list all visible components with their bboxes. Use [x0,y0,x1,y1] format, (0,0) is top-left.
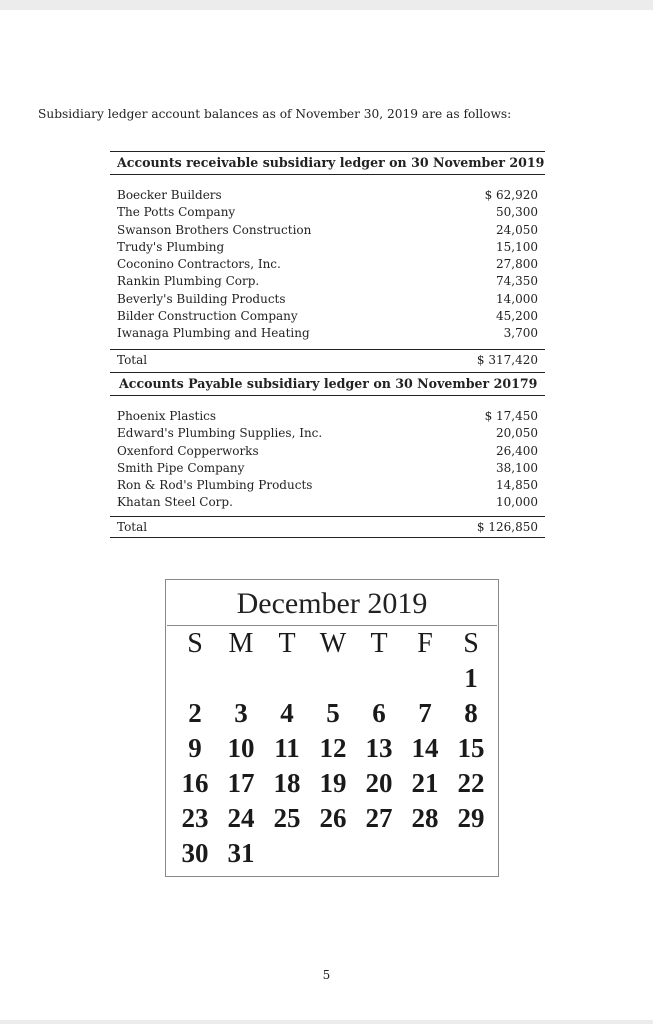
calendar-day: 1 [464,663,478,693]
payable-account-amount: 20,050 [496,426,538,441]
payable-row [110,460,545,477]
payable-total-label: Total [117,519,148,534]
payable-row [110,494,545,511]
payable-total-row [110,517,545,537]
payable-account-amount: 26,400 [496,443,538,458]
calendar-weekday: S [187,628,203,659]
calendar-day: 5 [326,698,340,728]
calendar-empty-cell [356,661,402,696]
receivable-account-name: Swanson Brothers Construction [117,222,312,237]
payable-account-amount: 10,000 [496,495,538,510]
receivable-row [110,239,545,256]
payable-account-name: Smith Pipe Company [117,460,245,475]
receivable-account-name: Trudy's Plumbing [117,239,225,254]
payable-account-name: Ron & Rod's Plumbing Products [117,478,313,493]
receivable-account-amount: 74,350 [496,274,538,289]
calendar-empty-cell [402,661,448,696]
payable-account-amount: $ 17,450 [484,409,538,423]
receivable-rows [110,175,545,343]
receivable-account-amount: $ 62,920 [484,188,538,202]
receivable-row [110,222,545,239]
receivable-account-amount: 14,000 [496,291,538,306]
receivable-total-amount: $ 317,420 [476,352,538,367]
calendar-day: 14 [411,733,439,763]
document-page [0,10,653,1020]
receivable-account-amount: 50,300 [496,205,538,220]
receivable-row [110,273,545,290]
calendar-day: 18 [273,768,301,798]
calendar-day: 25 [273,803,301,833]
calendar-weekday: T [370,628,388,659]
calendar-day: 24 [227,803,255,833]
payable-bottom-rule [110,537,545,538]
receivable-account-amount: 45,200 [496,309,538,324]
calendar-day: 20 [365,768,393,798]
payable-row [110,477,545,494]
calendar-day: 30 [181,838,209,868]
payable-account-name: Phoenix Plastics [117,409,217,423]
calendar-day: 17 [227,768,255,798]
receivable-row [110,187,545,204]
calendar-day: 31 [227,838,255,868]
receivable-account-name: The Potts Company [117,205,236,220]
receivable-total-row [110,350,545,370]
receivable-total-label: Total [117,352,148,367]
calendar-weekday: M [228,628,254,659]
calendar-day: 9 [188,733,202,763]
calendar-day: 29 [457,803,485,833]
receivable-account-name: Iwanaga Plumbing and Heating [117,326,310,341]
calendar-day: 11 [274,733,300,763]
receivable-account-amount: 3,700 [503,326,538,341]
payable-account-name: Oxenford Copperworks [117,443,259,458]
payable-ledger [110,372,545,538]
receivable-account-name: Rankin Plumbing Corp. [117,274,260,289]
calendar-weekday: F [417,628,433,659]
receivable-account-name: Coconino Contractors, Inc. [117,257,281,272]
page-number: 5 [322,968,331,982]
calendar-day: 21 [411,768,439,798]
calendar-empty-cell [310,661,356,696]
calendar-day: 4 [280,698,294,728]
calendar-day: 15 [457,733,485,763]
receivable-account-amount: 27,800 [496,257,538,272]
payable-row [110,443,545,460]
payable-account-amount: 14,850 [496,478,538,493]
receivable-account-name: Beverly's Building Products [117,291,286,306]
receivable-account-name: Bilder Construction Company [117,309,298,324]
receivable-row [110,204,545,221]
payable-total-amount: $ 126,850 [476,519,538,534]
calendar-day: 12 [319,733,347,763]
calendar-day: 7 [418,698,432,728]
receivable-row [110,308,545,325]
intro-text: Subsidiary ledger account balances as of November 30, 2019 are as follows: [38,107,512,121]
receivable-row [110,256,545,273]
calendar-day: 27 [365,803,393,833]
calendar-grid [172,626,494,871]
calendar-empty-cell [218,661,264,696]
calendar-weekday: S [463,628,479,659]
calendar-day: 19 [319,768,347,798]
calendar-day: 16 [181,768,209,798]
calendar [165,579,499,877]
calendar-weekday: T [278,628,296,659]
calendar-day: 22 [457,768,485,798]
calendar-day: 6 [372,698,386,728]
payable-account-amount: 38,100 [496,460,538,475]
calendar-day: 3 [234,698,248,728]
receivable-row [110,291,545,308]
receivable-account-amount: 15,100 [496,239,538,254]
calendar-day: 23 [181,803,209,833]
payable-account-name: Edward's Plumbing Supplies, Inc. [117,426,323,441]
payable-account-name: Khatan Steel Corp. [117,495,233,510]
calendar-weekday: W [319,628,347,659]
calendar-day: 28 [411,803,439,833]
receivable-account-name: Boecker Builders [117,188,222,202]
payable-title: Accounts Payable subsidiary ledger on 30 November 20179 [119,376,538,391]
receivable-row [110,325,545,342]
calendar-title: December 2019 [236,587,428,620]
payable-rows [110,396,545,512]
calendar-day: 10 [227,733,255,763]
calendar-day: 2 [188,698,202,728]
calendar-day: 13 [365,733,393,763]
receivable-account-amount: 24,050 [496,222,538,237]
calendar-empty-cell [172,661,218,696]
calendar-day: 26 [319,803,347,833]
payable-row [110,408,545,425]
receivable-title: Accounts receivable subsidiary ledger on 30 November 2019 [117,155,545,170]
receivable-ledger [110,151,545,370]
calendar-day: 8 [464,698,478,728]
calendar-empty-cell [264,661,310,696]
payable-row [110,425,545,442]
